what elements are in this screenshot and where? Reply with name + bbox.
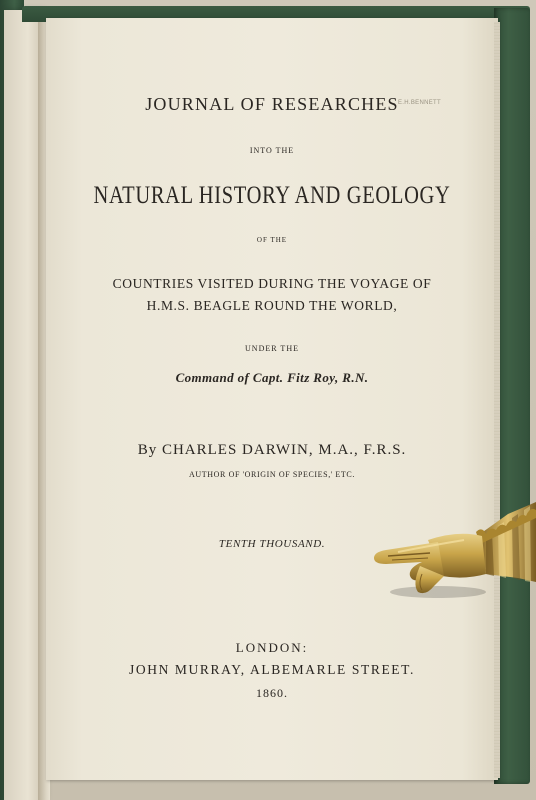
countries-line-1: COUNTRIES VISITED DURING THE VOYAGE OF: [112, 276, 432, 291]
title-line-2: NATURAL HISTORY AND GEOLOGY: [93, 182, 451, 209]
of-the-line: OF THE: [256, 236, 288, 244]
title-line-1: JOURNAL OF RESEARCHES: [145, 94, 399, 114]
brass-hand-bookmark-icon: [368, 496, 536, 608]
year-line: 1860.: [256, 686, 288, 700]
author-line: By CHARLES DARWIN, M.A., F.R.S.: [137, 442, 407, 458]
publisher-line: JOHN MURRAY, ALBEMARLE STREET.: [129, 662, 415, 677]
author-of-line: AUTHOR OF 'ORIGIN OF SPECIES,' ETC.: [189, 470, 355, 479]
city-line: LONDON:: [235, 640, 309, 655]
into-the-line: INTO THE: [249, 146, 295, 155]
under-the-line: UNDER THE: [245, 344, 299, 353]
command-line: Command of Capt. Fitz Roy, R.N.: [175, 370, 369, 385]
edition-line: TENTH THOUSAND.: [218, 538, 326, 550]
ownership-stamp: E.H.BENNETT: [398, 100, 441, 106]
countries-line-2: H.M.S. BEAGLE ROUND THE WORLD,: [146, 298, 398, 313]
